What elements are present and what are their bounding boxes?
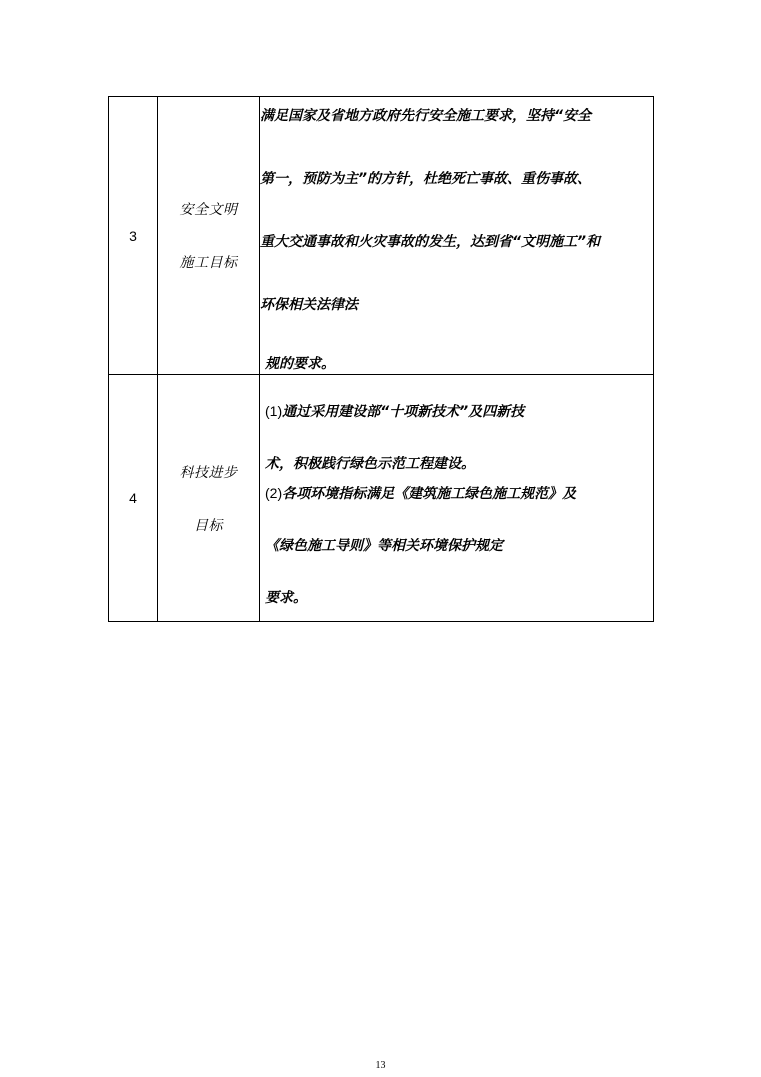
content-line (260, 484, 653, 503)
content-line (260, 455, 653, 473)
goal-name-cell (158, 97, 260, 375)
table-row (109, 97, 654, 375)
table-row (109, 375, 654, 622)
goal-name-line: 目标 (194, 517, 223, 534)
goal-name-line: 施工目标 (179, 255, 238, 271)
goal-content-cell (260, 375, 654, 622)
goal-content-cell (260, 97, 654, 375)
goal-name-cell (158, 375, 260, 622)
content-line (260, 537, 653, 555)
content-line: 环保相关法律法 (260, 296, 358, 313)
content-text: 《绿色施工导则》等相关环境保护规定 (265, 537, 503, 554)
content-line (260, 589, 653, 607)
content-line: 重大交通事故和火灾事故的发生，达到省“文明施工”和 (260, 233, 601, 250)
content-line: 第一，预防为主”的方针，杜绝死亡事故、重伤事故、 (260, 170, 592, 187)
content-text: 要求。 (265, 589, 307, 606)
content-text: 术，积极践行绿色示范工程建设。 (265, 455, 475, 472)
page-number: 13 (375, 1060, 386, 1071)
row-number: 3 (109, 97, 158, 375)
content-line (260, 402, 653, 421)
item-number: (2) (265, 484, 283, 501)
content-line: 满足国家及省地方政府先行安全施工要求，坚持“安全 (260, 107, 592, 124)
content-text: 各项环境指标满足《建筑施工绿色施工规范》及 (282, 485, 577, 502)
content-text: 通过采用建设部“十项新技术”及四新技 (282, 403, 525, 420)
goal-name-line: 安全文明 (179, 202, 238, 218)
content-line: 规的要求。 (265, 355, 335, 372)
goal-name-line: 科技进步 (179, 464, 238, 481)
goals-table (108, 96, 654, 622)
row-number: 4 (109, 375, 158, 622)
item-number: (1) (265, 402, 283, 419)
